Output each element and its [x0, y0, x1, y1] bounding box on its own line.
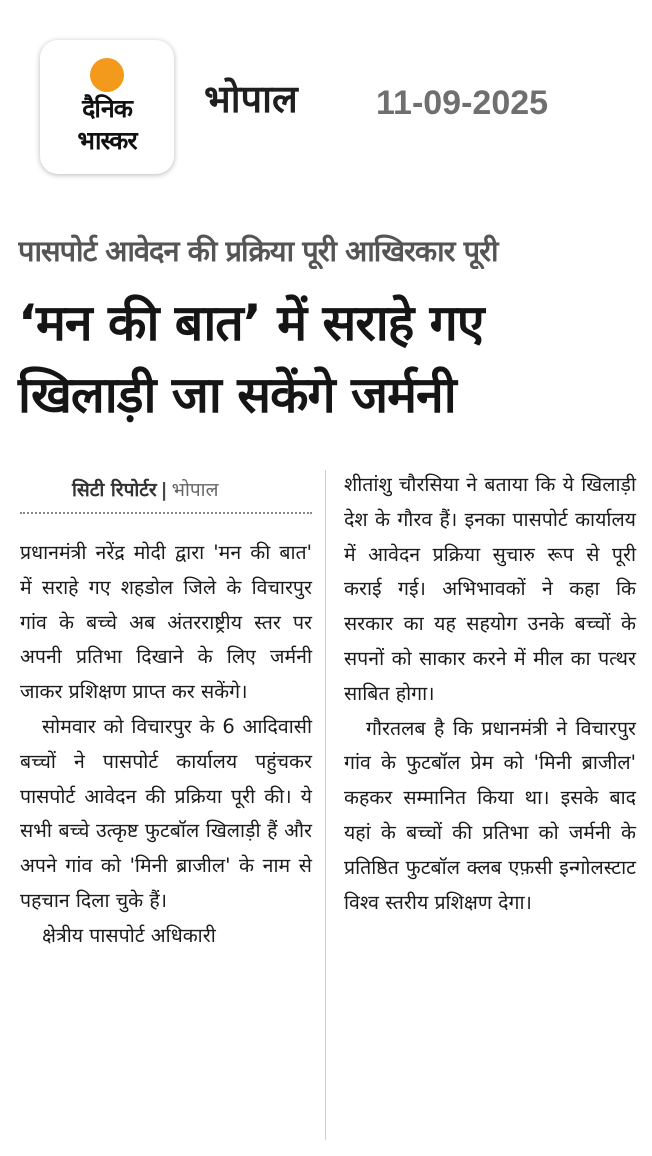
- byline-divider: [20, 512, 312, 514]
- paragraph-2: सोमवार को विचारपुर के 6 आदिवासी बच्चों ने पासपोर्ट कार्यालय पहुंचकर पासपोर्ट आवेदन की प्रक्रिया पूरी की। ये सभी बच्चे उत्कृष्ट फुटबॉल खिलाड़ी हैं और अपने गांव को 'मिनी ब्राजील' के नाम से पहचान दिला चुके हैं।: [20, 714, 312, 912]
- edition-city: भोपाल: [204, 77, 298, 121]
- paragraph-4: शीतांशु चौरसिया ने बताया कि ये खिलाड़ी देश के गौरव हैं। इनका पासपोर्ट कार्यालय में आवेदन प्रक्रिया सुचारु रूप से पूरी कराई गई। अभिभावकों ने कहा कि सरकार का यह सहयोग उनके बच्चों के सपनों को साकार करने में मील का पत्थर साबित होगा।: [344, 473, 636, 705]
- edition-date: 11-09-2025: [376, 84, 549, 122]
- paragraph-1: प्रधानमंत्री नरेंद्र मोदी द्वारा 'मन की बात' में सराहे गए शहडोल जिले के विचारपुर गांव के बच्चे अब अंतरराष्ट्रीय स्तर पर अपनी प्रतिभा दिखाने के लिए जर्मनी जाकर प्रशिक्षण प्राप्त कर सकेंगे।: [20, 541, 312, 704]
- masthead: [0, 0, 652, 200]
- article-column-1: [20, 536, 312, 954]
- article-column-2: [344, 468, 636, 920]
- paragraph-5: गौरतलब है कि प्रधानमंत्री ने विचारपुर गांव के फुटबॉल प्रेम को 'मिनी ब्राजील' कहकर सम्मानित किया था। इसके बाद यहां के बच्चों की प्रतिभा को जर्मनी के प्रतिष्ठित फुटबॉल क्लब एफ़सी इन्गोलस्टाट विश्व स्तरीय प्रशिक्षण देगा।: [344, 716, 636, 914]
- paragraph-3: क्षेत्रीय पासपोर्ट अधिकारी: [42, 923, 216, 947]
- logo-text-line2: भास्कर: [77, 126, 137, 155]
- byline: [72, 476, 218, 502]
- logo-text-line1: दैनिक: [82, 94, 132, 123]
- dainik-bhaskar-logo: [40, 40, 174, 174]
- kicker-headline: पासपोर्ट आवेदन की प्रक्रिया पूरी आखिरकार पूरी: [18, 234, 498, 268]
- byline-separator: |: [160, 479, 168, 501]
- sun-icon: [90, 58, 124, 92]
- byline-reporter: सिटी रिपोर्टर: [72, 479, 157, 501]
- headline-line-1: ‘मन की बात’ में सराहे गए: [18, 294, 484, 352]
- column-divider: [325, 470, 326, 1140]
- byline-location: भोपाल: [171, 479, 219, 501]
- headline-line-2: खिलाड़ी जा सकेंगे जर्मनी: [18, 366, 456, 424]
